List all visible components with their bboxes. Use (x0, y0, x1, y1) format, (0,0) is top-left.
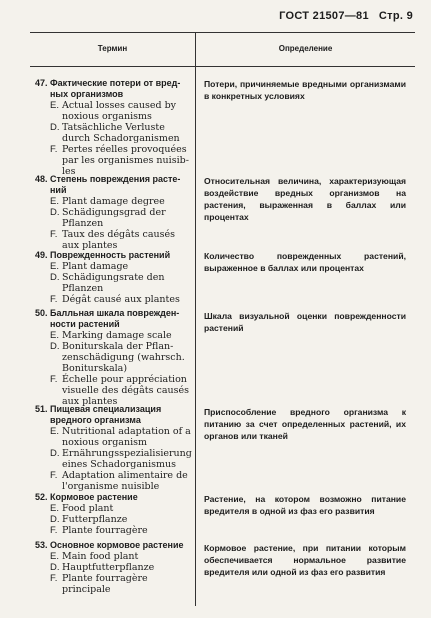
language-code (50, 363, 62, 374)
language-code: F. (50, 525, 58, 536)
equivalent-line (35, 341, 192, 352)
language-code (50, 437, 62, 448)
equivalent-text: Boniturskala) (62, 363, 128, 374)
equivalent-line (35, 551, 192, 562)
equivalent-line (35, 207, 192, 218)
equivalent-text: Adaptation alimentaire de (62, 470, 188, 481)
equivalent-line (35, 196, 192, 207)
language-code: D. (50, 207, 60, 218)
table-top-rule (30, 32, 415, 33)
language-code: E. (50, 100, 59, 111)
equivalent-text: Futterpflanze (62, 514, 128, 525)
equivalent-text: Food plant (62, 503, 114, 514)
equivalent-line (35, 272, 192, 283)
term-title-text: Фактические потери от вред- (50, 78, 181, 88)
language-code (50, 459, 62, 470)
equivalent-text: Hauptfutterpflanze (62, 562, 155, 573)
language-code: E. (50, 426, 59, 437)
equivalent-text: Pflanzen (62, 283, 104, 294)
term-title-text: Кормовое растение (50, 492, 138, 502)
language-code (50, 352, 62, 363)
equivalent-text: aux plantes (62, 240, 118, 251)
term-entry (35, 174, 192, 251)
equivalent-text: les (62, 166, 76, 177)
equivalent-line (35, 481, 192, 492)
language-code: D. (50, 448, 60, 459)
equivalent-line (35, 283, 192, 294)
equivalent-text: Schädigungsgrad der (62, 207, 166, 218)
term-number: 51. (35, 404, 48, 414)
term-entry (35, 404, 192, 492)
standard-number: ГОСТ 21507—81 (279, 10, 369, 22)
equivalent-line (35, 352, 192, 363)
language-code (50, 218, 62, 229)
equivalent-text: durch Schadorganismen (62, 133, 180, 144)
equivalent-text: visuelle des dégâts causés (62, 385, 189, 396)
equivalent-text: noxious organisms (62, 111, 152, 122)
definition-text: Растение, на котором возможно питание вредителя в одной из фаз его развития (204, 494, 406, 516)
equivalent-text: Pertes réelles provoquées (62, 144, 187, 155)
term-number: 53. (35, 540, 48, 550)
definition-text: Относительная величина, характеризующая воздействие вредных организмов на растения, выраженная в баллах или процентах (204, 176, 406, 222)
term-title-text: ности растений (50, 319, 120, 329)
term-title-line (35, 250, 192, 261)
term-number: 50. (35, 308, 48, 318)
equivalent-line (35, 503, 192, 514)
term-title-line (35, 174, 192, 185)
equivalent-text: Boniturskala der Pflan- (62, 341, 174, 352)
equivalent-line (35, 514, 192, 525)
language-code (50, 385, 62, 396)
definition-text: Шкала визуальной оценки поврежденности растений (204, 311, 406, 333)
term-title-text: Основное кормовое растение (50, 540, 184, 550)
language-code: F. (50, 294, 58, 305)
equivalent-line (35, 459, 192, 470)
language-code: F. (50, 470, 58, 481)
language-code: F. (50, 573, 58, 584)
term-title-line (35, 89, 192, 100)
equivalent-text: l'organisme nuisible (62, 481, 160, 492)
language-code: D. (50, 562, 60, 573)
language-code: D. (50, 272, 60, 283)
equivalent-text: Marking damage scale (62, 330, 172, 341)
term-entry (35, 308, 192, 407)
definition-text: Приспособление вредного организма к питанию за счет определенных растений, их органов или тканей (204, 407, 406, 441)
term-title-line (35, 319, 192, 330)
term-title-line (35, 185, 192, 196)
equivalent-line (35, 363, 192, 374)
language-code: E. (50, 261, 59, 272)
term-title-text: Балльная шкала поврежден- (50, 308, 180, 318)
equivalent-line (35, 448, 192, 459)
language-code (50, 283, 62, 294)
term-title-text: вредного организма (50, 415, 141, 425)
equivalent-text: Schädigungsrate den (62, 272, 165, 283)
equivalent-line (35, 470, 192, 481)
term-title-line (35, 415, 192, 426)
equivalent-line (35, 122, 192, 133)
equivalent-text: Taux des dégâts causés (62, 229, 175, 240)
equivalent-text: Ernährungsspezialisierung (62, 448, 192, 459)
equivalent-text: eines Schadorganismus (62, 459, 177, 470)
term-number: 47. (35, 78, 48, 88)
equivalent-line (35, 374, 192, 385)
term-title-text: ний (50, 185, 67, 195)
equivalent-line (35, 525, 192, 536)
equivalent-text: Nutritional adaptation of a (62, 426, 191, 437)
equivalent-text: Plante fourragère principale (62, 573, 148, 595)
equivalent-text: Tatsächliche Verluste (62, 122, 165, 133)
term-entry (35, 492, 192, 536)
language-code: E. (50, 196, 59, 207)
language-code: E. (50, 551, 59, 562)
language-code: D. (50, 122, 60, 133)
equivalent-line (35, 330, 192, 341)
language-code: D. (50, 514, 60, 525)
term-title-line (35, 404, 192, 415)
language-code (50, 111, 62, 122)
language-code: E. (50, 503, 59, 514)
equivalent-text: Pflanzen (62, 218, 104, 229)
page-number: Стр. 9 (378, 10, 413, 22)
equivalent-line (35, 437, 192, 448)
term-title-line (35, 492, 192, 503)
term-title-text: Поврежденность растений (50, 250, 171, 260)
equivalent-text: aux plantes (62, 396, 118, 407)
definition-column-header: Определение (278, 44, 333, 53)
equivalent-text: par les organismes nuisib- (62, 155, 189, 166)
equivalent-text: Actual losses caused by (62, 100, 177, 111)
equivalent-text: Échelle pour appréciation (62, 374, 187, 385)
language-code: D. (50, 341, 60, 352)
page-header (279, 10, 413, 22)
language-code (50, 133, 62, 144)
equivalent-line (35, 100, 192, 111)
equivalent-line (35, 573, 192, 595)
equivalent-line (35, 562, 192, 573)
equivalent-text: Plant damage degree (62, 196, 165, 207)
equivalent-line (35, 261, 192, 272)
language-code: F. (50, 144, 58, 155)
language-code (50, 481, 62, 492)
column-divider (195, 32, 196, 606)
language-code (50, 155, 62, 166)
equivalent-line (35, 426, 192, 437)
term-title-text: ных организмов (50, 89, 124, 99)
term-title-line (35, 308, 192, 319)
equivalent-line (35, 385, 192, 396)
term-number: 49. (35, 250, 48, 260)
definition-text: Кормовое растение, при питании которым обеспечивается нормальное развитие вредителя или одной из фаз его развития (204, 543, 406, 577)
equivalent-text: zenschädigung (wahrsch. (62, 352, 185, 363)
equivalent-text: Plant damage (62, 261, 129, 272)
term-title-text: Степень повреждения расте- (50, 174, 181, 184)
term-entry (35, 250, 192, 305)
language-code: F. (50, 374, 58, 385)
terms-column-header: Термин (97, 44, 128, 53)
equivalent-line (35, 229, 192, 240)
term-entry (35, 78, 192, 177)
equivalent-line (35, 294, 192, 305)
equivalent-text: Dégât causé aux plantes (62, 294, 180, 305)
term-entry (35, 540, 192, 595)
equivalent-line (35, 133, 192, 144)
equivalent-line (35, 111, 192, 122)
equivalent-line (35, 218, 192, 229)
term-number: 52. (35, 492, 48, 502)
term-number: 48. (35, 174, 48, 184)
term-title-line (35, 78, 192, 89)
language-code: F. (50, 229, 58, 240)
term-title-line (35, 540, 192, 551)
language-code: E. (50, 330, 59, 341)
term-title-text: Пищевая специализация (50, 404, 162, 414)
equivalent-text: noxious organism (62, 437, 148, 448)
equivalent-line (35, 144, 192, 155)
equivalent-text: Main food plant (62, 551, 139, 562)
equivalent-line (35, 155, 192, 166)
equivalent-text: Plante fourragère (62, 525, 148, 536)
definition-text: Количество поврежденных растений, выраженное в баллах или процентах (204, 251, 406, 273)
definition-text: Потери, причиняемые вредными организмами в конкретных условиях (204, 79, 406, 101)
table-header-rule (30, 66, 415, 67)
